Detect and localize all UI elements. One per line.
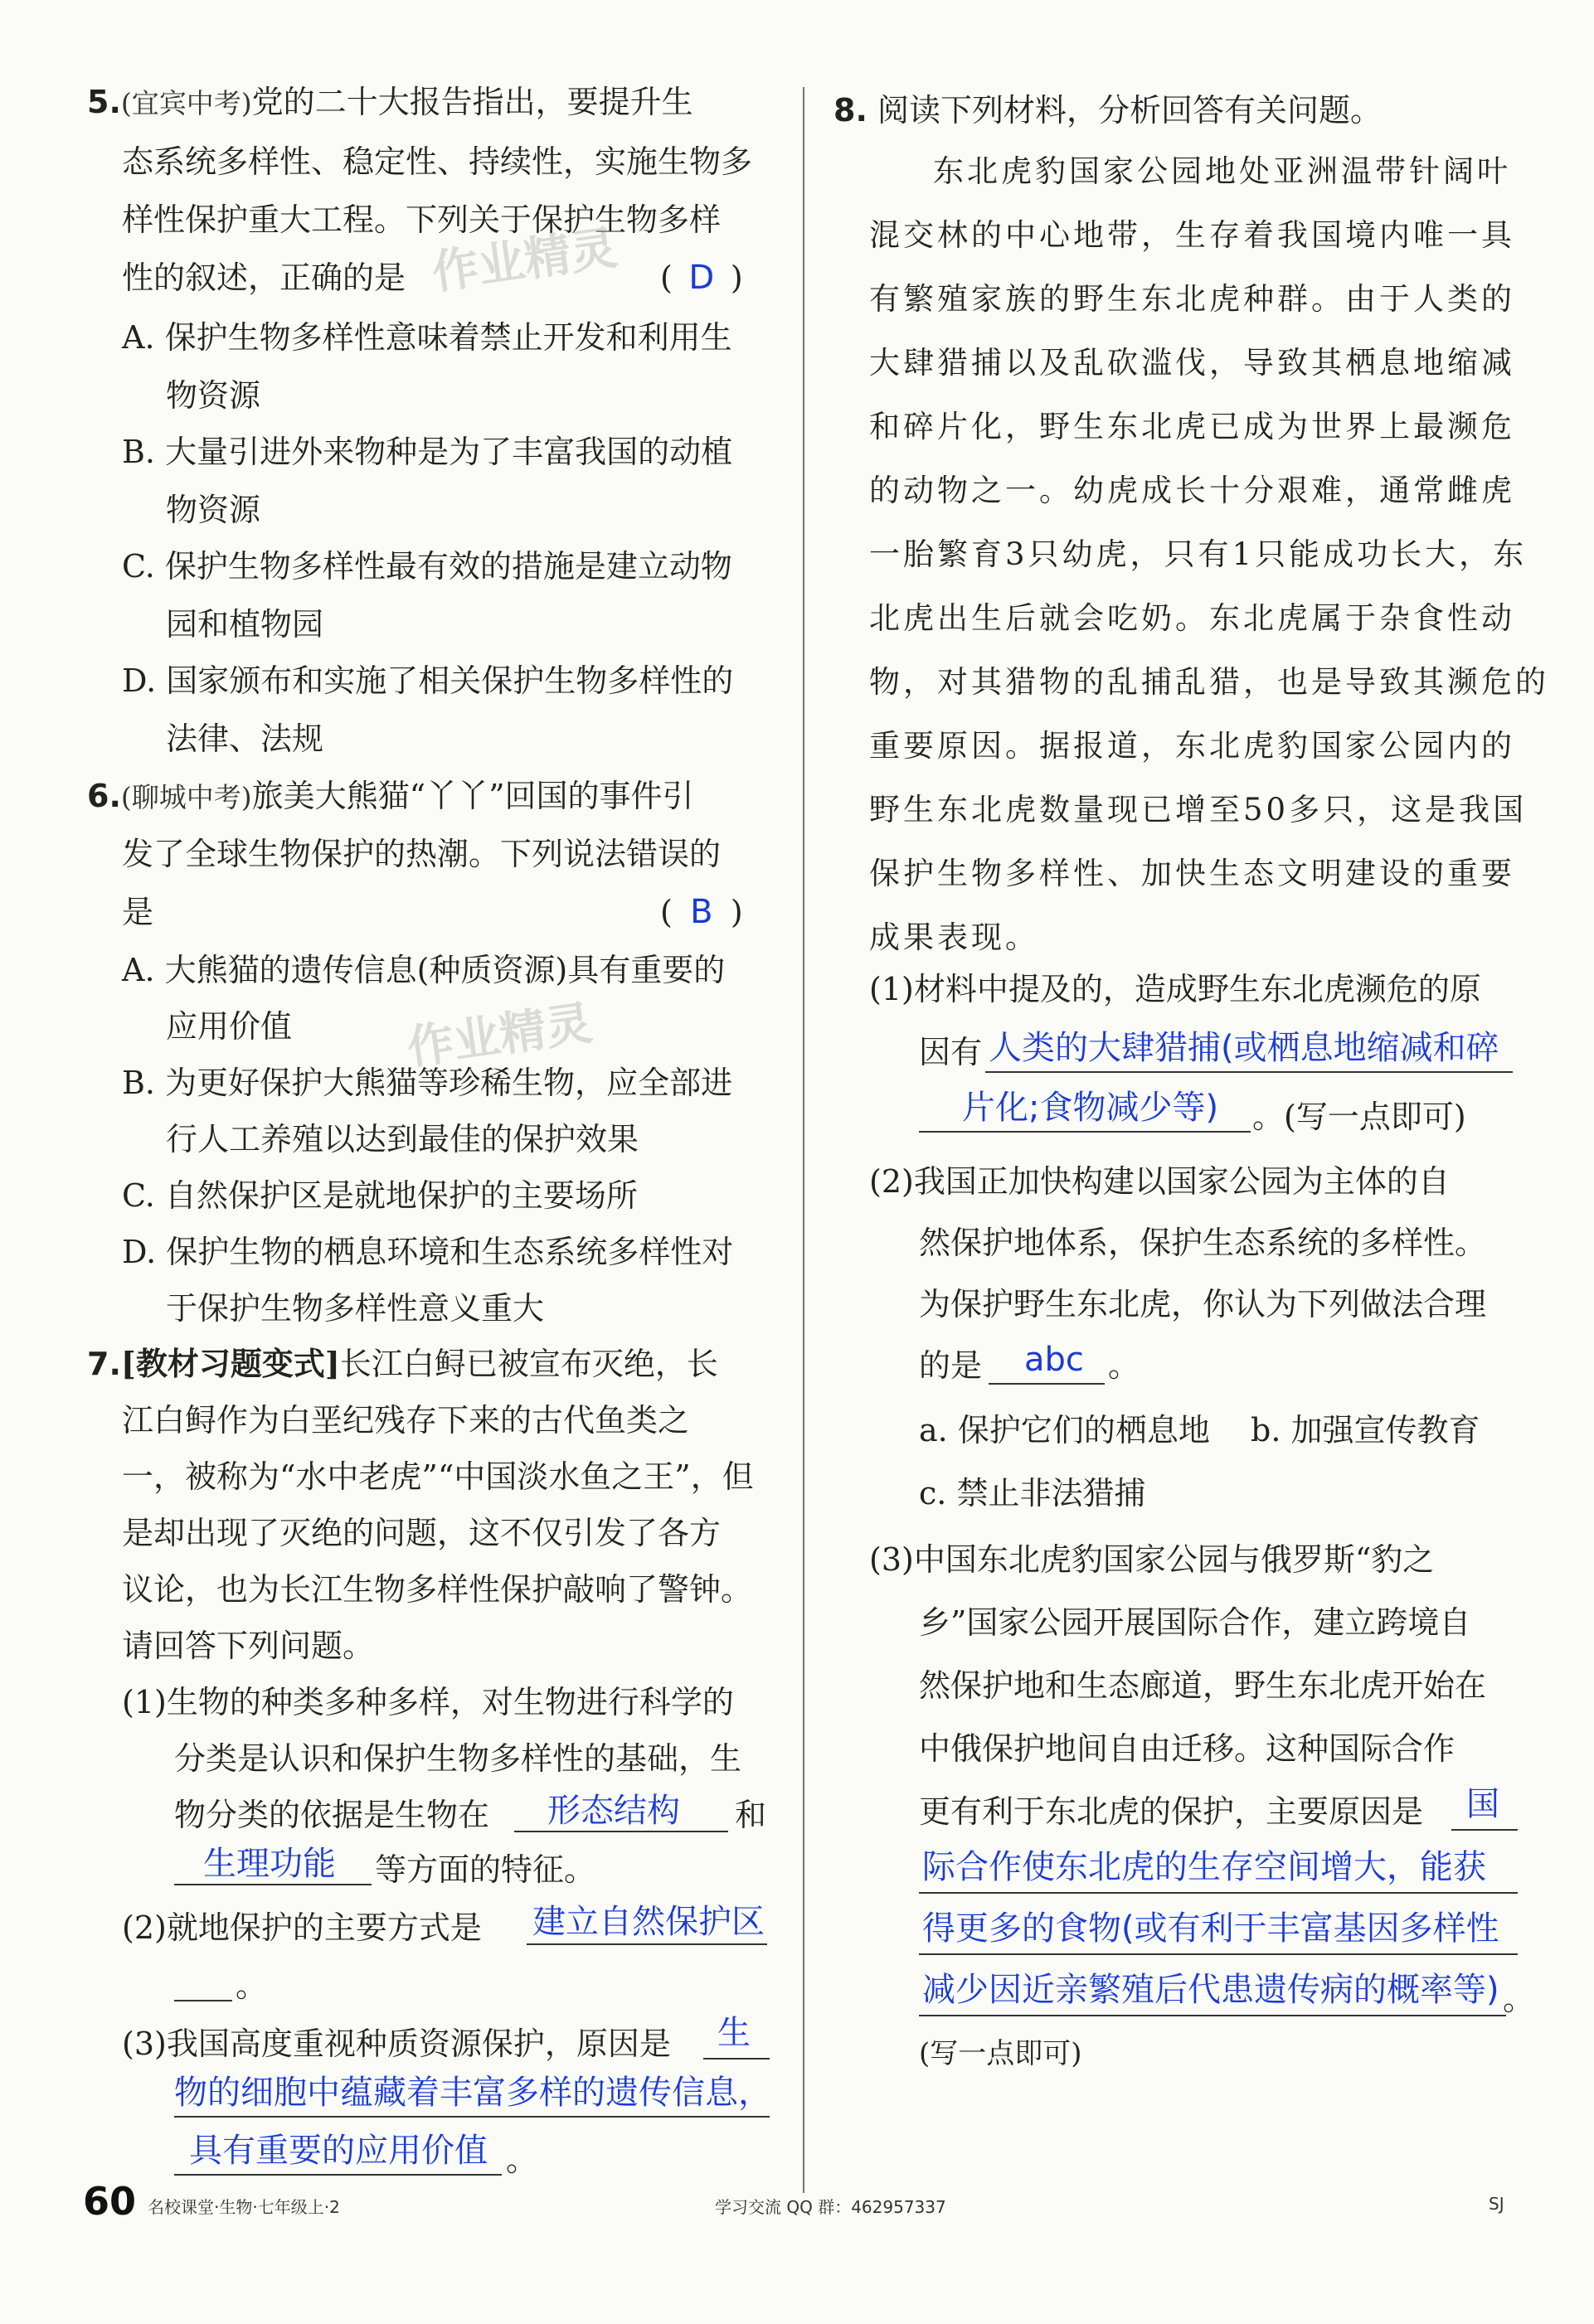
answer-handwritten: 生理功能	[203, 1845, 336, 1883]
choice-b: b. 加强宣传教育	[1251, 1412, 1480, 1448]
sub-question-1-text: 因有	[919, 1034, 983, 1070]
answer-handwritten: 减少因近亲繁殖后代患遗传病的概率等)	[922, 1971, 1499, 2009]
option-d-cont: 于保护生物多样性意义重大	[166, 1290, 545, 1327]
sub-question-3-line: 乡”国家公园开展国际合作，建立跨境自	[919, 1604, 1471, 1641]
material-line: 有繁殖家族的野生东北虎种群。由于人类的	[869, 281, 1515, 317]
question-stem-line: 党的二十大报告指出，要提升生	[251, 84, 693, 120]
option-c: C. 保护生物多样性最有效的措施是建立动物	[122, 548, 732, 585]
question-stem-line: 性的叙述，正确的是	[122, 260, 406, 296]
material-line: 大肆猎捕以及乱砍滥伐，导致其栖息地缩减	[869, 345, 1515, 381]
sub-question-3-end: 。	[506, 2142, 538, 2178]
option-a: A. 大熊猫的遗传信息(种质资源)具有重要的	[122, 952, 726, 988]
sub-question-2-line: 为保护野生东北虎，你认为下列做法合理	[919, 1286, 1487, 1322]
qq-group: 学习交流 QQ 群：462957337	[715, 2197, 946, 2217]
answer-bracket: ( B )	[660, 893, 743, 931]
question-source: (聊城中考)	[120, 781, 252, 813]
sub-question-1: (1)材料中提及的，造成野生东北虎濒危的原	[869, 971, 1481, 1007]
answer-blank	[989, 1383, 1105, 1385]
sub-question-2: (2)我国正加快构建以国家公园为主体的自	[869, 1163, 1450, 1200]
answer-handwritten: 得更多的食物(或有利于丰富基因多样性	[922, 1909, 1499, 1948]
answer-handwritten: 际合作使东北虎的生存空间增大，能获	[922, 1848, 1486, 1886]
sub-question-2-end: 。	[236, 1967, 268, 2004]
answer-blank	[514, 1831, 728, 1832]
material-line: 混交林的中心地带，生存着我国境内唯一具	[869, 217, 1515, 253]
question-stem-line: 长江白鲟已被宣布灭绝，长	[339, 1346, 718, 1382]
choice-c: c. 禁止非法猎捕	[919, 1475, 1146, 1511]
question-stem-line: 样性保护重大工程。下列关于保护生物多样	[122, 201, 722, 238]
answer-handwritten: 片化;食物减少等)	[962, 1089, 1219, 1127]
answer-handwritten: 物的细胞中蕴藏着丰富多样的遗传信息，	[174, 2074, 771, 2112]
answer-handwritten: 生	[717, 2014, 751, 2052]
answer-blank	[174, 2000, 232, 2001]
publisher-code: SJ	[1489, 2194, 1504, 2214]
material-line: 东北虎豹国家公园地处亚洲温带针阔叶	[933, 153, 1511, 189]
sub-question-3-end: 。	[1503, 1981, 1535, 2017]
material-line: 成果表现。	[869, 919, 1039, 955]
answer-blank	[174, 2116, 770, 2118]
option-b-cont: 物资源	[166, 492, 261, 528]
sub-question-3-line: 更有利于东北虎的保护，主要原因是	[919, 1793, 1424, 1830]
answer-letter: D	[688, 259, 715, 297]
question-stem-line: 一，被称为“水中老虎”“中国淡水鱼之王”，但	[122, 1458, 754, 1495]
answer-blank	[919, 1131, 1251, 1133]
material-line: 北虎出生后就会吃奶。东北虎属于杂食性动	[869, 600, 1515, 636]
sub-question-2: (2)就地保护的主要方式是	[122, 1909, 482, 1946]
option-d-cont: 法律、法规	[166, 720, 324, 757]
question-stem-line: 是	[122, 894, 154, 930]
sub-question-1-end: 。(写一点即可)	[1252, 1099, 1466, 1135]
answer-handwritten: 建立自然保护区	[532, 1903, 765, 1941]
question-stem-line: 是却出现了灭绝的问题，这不仅引发了各方	[122, 1515, 722, 1551]
question-number: 7.	[87, 1346, 121, 1382]
choice-a: a. 保护它们的栖息地	[919, 1412, 1210, 1448]
sub-question-3-note: (写一点即可)	[919, 2037, 1082, 2070]
sub-question-3-line: 然保护地和生态廊道，野生东北虎开始在	[919, 1667, 1487, 1704]
question-stem-line: 旅美大熊猫“丫丫”回国的事件引	[251, 778, 694, 814]
material-line: 的动物之一。幼虎成长十分艰难，通常雌虎	[869, 473, 1515, 508]
answer-blank	[985, 1071, 1513, 1073]
sub-question-2-line: 然保护地体系，保护生态系统的多样性。	[919, 1225, 1487, 1261]
question-number: 8.	[833, 92, 867, 129]
watermark: 作业精灵	[404, 996, 596, 1076]
answer-letter: B	[690, 893, 713, 931]
question-number: 5.	[87, 84, 121, 120]
question-stem-line: 江白鲟作为白垩纪残存下来的古代鱼类之	[122, 1402, 690, 1439]
answer-blank	[919, 1892, 1518, 1894]
sub-question-1-line: 分类是认识和保护生物多样性的基础，生	[174, 1740, 742, 1777]
material-line: 物，对其猎物的乱捕乱猎，也是导致其濒危的	[869, 664, 1549, 700]
material-line: 保护生物多样性、加快生态文明建设的重要	[869, 856, 1515, 891]
question-tag: [教材习题变式]	[120, 1345, 340, 1382]
option-a-cont: 物资源	[166, 377, 261, 414]
question-stem-line: 态系统多样性、稳定性、持续性，实施生物多	[122, 143, 753, 180]
sub-question-1-text: 和	[735, 1797, 767, 1833]
answer-handwritten: 国	[1466, 1785, 1499, 1823]
sub-question-1: (1)生物的种类多种多样，对生物进行科学的	[122, 1684, 734, 1720]
answer-handwritten: 形态结构	[547, 1792, 680, 1830]
question-stem-line: 请回答下列问题。	[122, 1628, 375, 1664]
option-a-cont: 应用价值	[166, 1008, 293, 1045]
answer-blank	[1451, 1829, 1518, 1831]
sub-question-3-line: 中俄保护地间自由迁移。这种国际合作	[919, 1730, 1455, 1767]
answer-blank	[527, 1943, 767, 1945]
answer-blank	[174, 2174, 502, 2176]
sub-question-1-line: 物分类的依据是生物在	[174, 1797, 490, 1833]
option-d: D. 国家颁布和实施了相关保护生物多样性的	[122, 662, 734, 699]
answer-handwritten: abc	[1024, 1341, 1084, 1379]
question-stem-line: 议论，也为长江生物多样性保护敲响了警钟。	[122, 1571, 753, 1608]
material-line: 重要原因。据报道，东北虎豹国家公园内的	[869, 728, 1515, 764]
option-a: A. 保护生物多样性意味着禁止开发和利用生	[122, 319, 732, 356]
material-line: 一胎繁育3只幼虎，只有1只能成功长大，东	[869, 536, 1528, 572]
option-b: B. 大量引进外来物种是为了丰富我国的动植	[122, 434, 733, 470]
option-d: D. 保护生物的栖息环境和生态系统多样性对	[122, 1234, 734, 1270]
column-divider	[803, 87, 804, 2193]
book-title: 名校课堂·生物·七年级上·2	[148, 2197, 340, 2217]
sub-question-1-text: 等方面的特征。	[375, 1851, 596, 1888]
sub-question-2-line: 的是	[919, 1347, 983, 1384]
answer-bracket: ( D )	[660, 259, 743, 297]
answer-blank	[174, 1884, 372, 1885]
question-number: 6.	[87, 778, 121, 814]
page-number: 60	[83, 2179, 137, 2224]
watermark: 作业精灵	[429, 221, 621, 301]
question-stem-line: 发了全球生物保护的热潮。下列说法错误的	[122, 836, 722, 872]
option-b-cont: 行人工养殖以达到最佳的保护效果	[166, 1121, 639, 1157]
sub-question-3: (3)我国高度重视种质资源保护，原因是	[122, 2026, 671, 2062]
answer-handwritten: 人类的大肆猎捕(或栖息地缩减和碎	[989, 1029, 1499, 1067]
material-line: 和碎片化，野生东北虎已成为世界上最濒危	[869, 409, 1515, 444]
answer-handwritten: 具有重要的应用价值	[189, 2132, 488, 2170]
sub-question-2-end: 。	[1108, 1347, 1140, 1384]
question-source: (宜宾中考)	[120, 87, 252, 119]
answer-blank	[919, 1953, 1518, 1955]
option-b: B. 为更好保护大熊猫等珍稀生物，应全部进	[122, 1065, 733, 1101]
option-c: C. 自然保护区是就地保护的主要场所	[122, 1177, 638, 1214]
material-line: 野生东北虎数量现已增至50多只，这是我国	[869, 792, 1528, 827]
question-stem: 阅读下列材料，分析回答有关问题。	[877, 92, 1382, 129]
option-c-cont: 园和植物园	[166, 606, 324, 643]
sub-question-3: (3)中国东北虎豹国家公园与俄罗斯“豹之	[869, 1541, 1435, 1578]
answer-blank	[703, 2058, 770, 2060]
answer-blank	[919, 2015, 1506, 2016]
